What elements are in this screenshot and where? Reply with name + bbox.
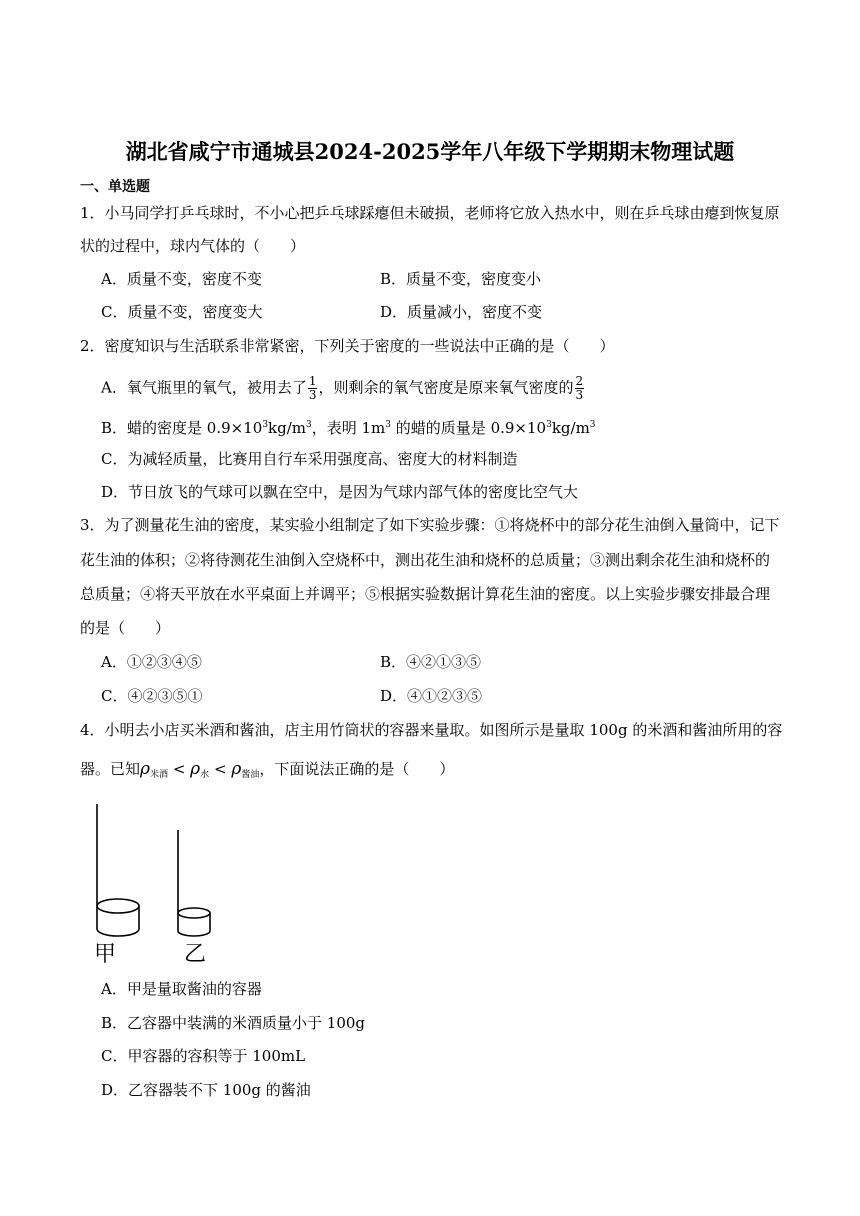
q4-stem-text-post: ，下面说法正确的是（ ） — [259, 760, 455, 778]
q2-option-b-text-mid2: 的蜡的质量是 0.9×10 — [391, 419, 547, 437]
superscript: 3 — [306, 420, 312, 430]
fraction-two-thirds — [575, 375, 585, 402]
cup-jia-rim — [97, 899, 139, 913]
unit-text: kg/m — [551, 419, 590, 437]
less-than-sign: < — [213, 760, 227, 778]
q3-stem-line4: 的是（ ） — [80, 619, 171, 637]
q1-option-d: D．质量减小，密度不变 — [380, 303, 543, 321]
q3-option-c: C．④②③⑤① — [101, 687, 203, 705]
rho-symbol: ρ — [231, 759, 242, 779]
fraction-one-third — [308, 375, 318, 402]
fraction-numerator: 2 — [575, 374, 584, 388]
q4-option-d: D．乙容器装不下 100g 的酱油 — [101, 1081, 311, 1099]
superscript: 3 — [385, 420, 392, 430]
superscript: 3 — [262, 420, 269, 430]
q1-option-c: C．质量不变，密度变大 — [101, 303, 263, 321]
subscript-rice-wine: 米酒 — [150, 770, 169, 780]
q3-stem-line2: 花生油的体积；②将待测花生油倒入空烧杯中，测出花生油和烧杯的总质量；③测出剩余花生油和烧杯的 — [80, 551, 771, 569]
q1-option-b: B．质量不变，密度变小 — [380, 270, 542, 288]
superscript: 3 — [546, 420, 552, 430]
q3-option-b: B．④②①③⑤ — [380, 653, 482, 671]
subscript-water: 水 — [200, 770, 210, 780]
fraction-denominator: 3 — [575, 388, 584, 402]
cup-jia-bottom — [97, 929, 139, 936]
rho-symbol: ρ — [190, 759, 201, 779]
q1-stem-line1: 1．小马同学打乒乓球时，不小心把乒乓球踩瘪但未破损，老师将它放入热水中，则在乒乓球由瘪到恢复原 — [80, 204, 780, 222]
q1-stem-line2: 状的过程中，球内气体的（ ） — [80, 237, 306, 255]
q3-option-a: A．①②③④⑤ — [101, 653, 202, 671]
cup-yi-rim — [178, 908, 210, 918]
fraction-numerator: 1 — [308, 374, 317, 388]
q2-stem: 2．密度知识与生活联系非常紧密，下列关于密度的一些说法中正确的是（ ） — [80, 337, 615, 355]
fraction-denominator: 3 — [308, 388, 317, 402]
figure-label-yi: 乙 — [184, 942, 207, 967]
q3-stem-line3: 总质量；④将天平放在水平桌面上并调平；⑤根据实验数据计算花生油的密度。以上实验步骤安排最合理 — [80, 585, 771, 603]
q3-stem-line1: 3．为了测量花生油的密度，某实验小组制定了如下实验步骤：①将烧杯中的部分花生油倒入量筒中，记下 — [80, 516, 780, 534]
measuring-cups-diagram — [90, 800, 230, 940]
q4-stem-line2 — [80, 759, 454, 785]
cup-yi-bottom — [178, 931, 210, 936]
q3-option-d: D．④①②③⑤ — [380, 687, 483, 705]
q2-option-a-text-mid: ，则剩余的氧气密度是原来氧气密度的 — [318, 378, 574, 397]
rho-symbol: ρ — [140, 759, 151, 779]
superscript: 3 — [589, 420, 596, 430]
unit-text: kg/m — [268, 419, 307, 437]
q4-stem-line1: 4．小明去小店买米酒和酱油，店主用竹筒状的容器来量取。如图所示是量取 100g 的米酒和酱油所用的容 — [80, 721, 783, 739]
q4-option-a: A．甲是量取酱油的容器 — [101, 980, 262, 998]
q2-option-d: D．节日放飞的气球可以飘在空中，是因为气球内部气体的密度比空气大 — [101, 483, 579, 501]
q4-stem-text: 器。已知 — [80, 760, 141, 778]
q2-option-c: C．为减轻质量，比赛用自行车采用强度高、密度大的材料制造 — [101, 450, 518, 468]
figure-label-jia: 甲 — [94, 942, 117, 967]
q2-option-a — [101, 375, 585, 402]
q1-option-a: A．质量不变，密度不变 — [101, 270, 262, 288]
subscript-soy-sauce: 酱油 — [241, 770, 260, 780]
q2-option-a-text: A．氧气瓶里的氧气，被用去了 — [101, 378, 307, 397]
measuring-cups-figure — [90, 800, 230, 970]
q2-option-b-text-mid: ，表明 1m — [311, 419, 386, 437]
q4-option-c: C．甲容器的容积等于 100mL — [101, 1047, 306, 1065]
less-than-sign: < — [172, 760, 186, 778]
page-title: 湖北省咸宁市通城县2024-2025学年八年级下学期期末物理试题 — [125, 139, 735, 164]
q2-option-b — [101, 415, 596, 438]
q4-option-b: B．乙容器中装满的米酒质量小于 100g — [101, 1014, 366, 1032]
q2-option-b-text: B．蜡的密度是 0.9×10 — [101, 419, 263, 437]
section-heading: 一、单选题 — [80, 179, 150, 195]
